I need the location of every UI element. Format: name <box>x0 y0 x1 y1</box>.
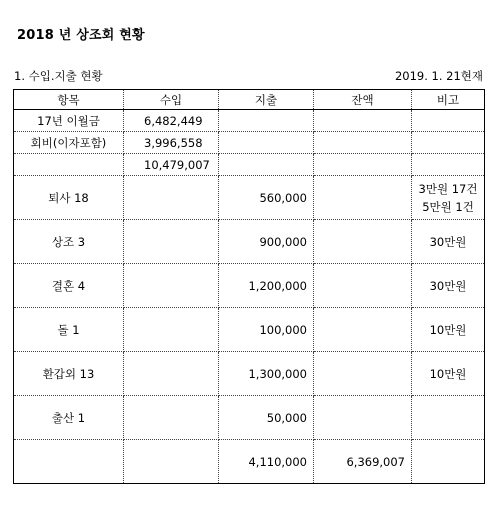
row-item-cell: 돌 1 <box>14 308 124 352</box>
table-row <box>14 308 485 352</box>
as-of-date: 2019. 1. 21현재 <box>394 69 483 83</box>
row-balance-cell <box>314 110 412 132</box>
row-balance-cell <box>314 264 412 308</box>
row-income-cell <box>124 308 219 352</box>
row-balance-cell <box>314 308 412 352</box>
table-row <box>14 176 485 220</box>
row-note-cell <box>412 396 485 440</box>
row-expense-cell: 560,000 <box>219 176 314 220</box>
row-income-cell <box>124 264 219 308</box>
row-expense-cell: 4,110,000 <box>219 440 314 484</box>
row-note-cell <box>412 264 485 308</box>
row-expense-cell <box>219 154 314 176</box>
row-balance-cell <box>314 220 412 264</box>
row-balance-cell <box>314 132 412 154</box>
row-expense-cell: 900,000 <box>219 220 314 264</box>
row-income-cell <box>124 396 219 440</box>
row-income-cell: 3,996,558 <box>124 132 219 154</box>
table-row <box>14 220 485 264</box>
row-note-cell <box>412 308 485 352</box>
row-note-cell <box>412 154 485 176</box>
row-item-cell: 상조 3 <box>14 220 124 264</box>
row-item-cell <box>14 154 124 176</box>
header-income: 수입 <box>124 90 219 110</box>
row-note-cell <box>412 440 485 484</box>
table-row <box>14 264 485 308</box>
note-line: 30만원 <box>429 234 467 249</box>
table-row <box>14 110 485 132</box>
row-item-cell: 결혼 4 <box>14 264 124 308</box>
section-heading: 1. 수입.지출 현황 <box>14 69 103 83</box>
note-line: 10만원 <box>429 366 467 381</box>
table-row <box>14 132 485 154</box>
header-balance: 잔액 <box>314 90 412 110</box>
note-line: 3만원 17건 <box>418 181 478 196</box>
table-row <box>14 396 485 440</box>
row-expense-cell: 50,000 <box>219 396 314 440</box>
row-income-cell <box>124 352 219 396</box>
row-item-cell <box>14 440 124 484</box>
row-item-cell: 회비(이자포함) <box>14 132 124 154</box>
row-note-cell <box>412 176 485 220</box>
row-expense-cell: 1,200,000 <box>219 264 314 308</box>
note-line: 5만원 1건 <box>422 199 474 214</box>
row-item-cell: 퇴사 18 <box>14 176 124 220</box>
header-item: 항목 <box>14 90 124 110</box>
header-note: 비고 <box>412 90 485 110</box>
row-note-cell <box>412 132 485 154</box>
row-note-cell <box>412 220 485 264</box>
table-row <box>14 352 485 396</box>
note-line: 10만원 <box>429 322 467 337</box>
row-note-cell <box>412 110 485 132</box>
page-title: 2018 년 상조회 현황 <box>17 28 145 43</box>
row-income-cell: 6,482,449 <box>124 110 219 132</box>
row-balance-cell <box>314 352 412 396</box>
row-income-cell <box>124 440 219 484</box>
table-row <box>14 440 485 484</box>
row-balance-cell <box>314 154 412 176</box>
row-note-cell <box>412 352 485 396</box>
row-item-cell: 환갑외 13 <box>14 352 124 396</box>
row-item-cell: 17년 이월금 <box>14 110 124 132</box>
note-line: 30만원 <box>429 278 467 293</box>
row-expense-cell <box>219 132 314 154</box>
table-header-row <box>14 90 485 110</box>
row-expense-cell: 100,000 <box>219 308 314 352</box>
row-balance-cell <box>314 176 412 220</box>
row-balance-cell: 6,369,007 <box>314 440 412 484</box>
row-income-cell <box>124 220 219 264</box>
header-expense: 지출 <box>219 90 314 110</box>
row-income-cell <box>124 176 219 220</box>
row-income-cell: 10,479,007 <box>124 154 219 176</box>
row-balance-cell <box>314 396 412 440</box>
table-row <box>14 154 485 176</box>
row-expense-cell: 1,300,000 <box>219 352 314 396</box>
row-expense-cell <box>219 110 314 132</box>
row-item-cell: 출산 1 <box>14 396 124 440</box>
income-expense-table <box>13 89 485 484</box>
